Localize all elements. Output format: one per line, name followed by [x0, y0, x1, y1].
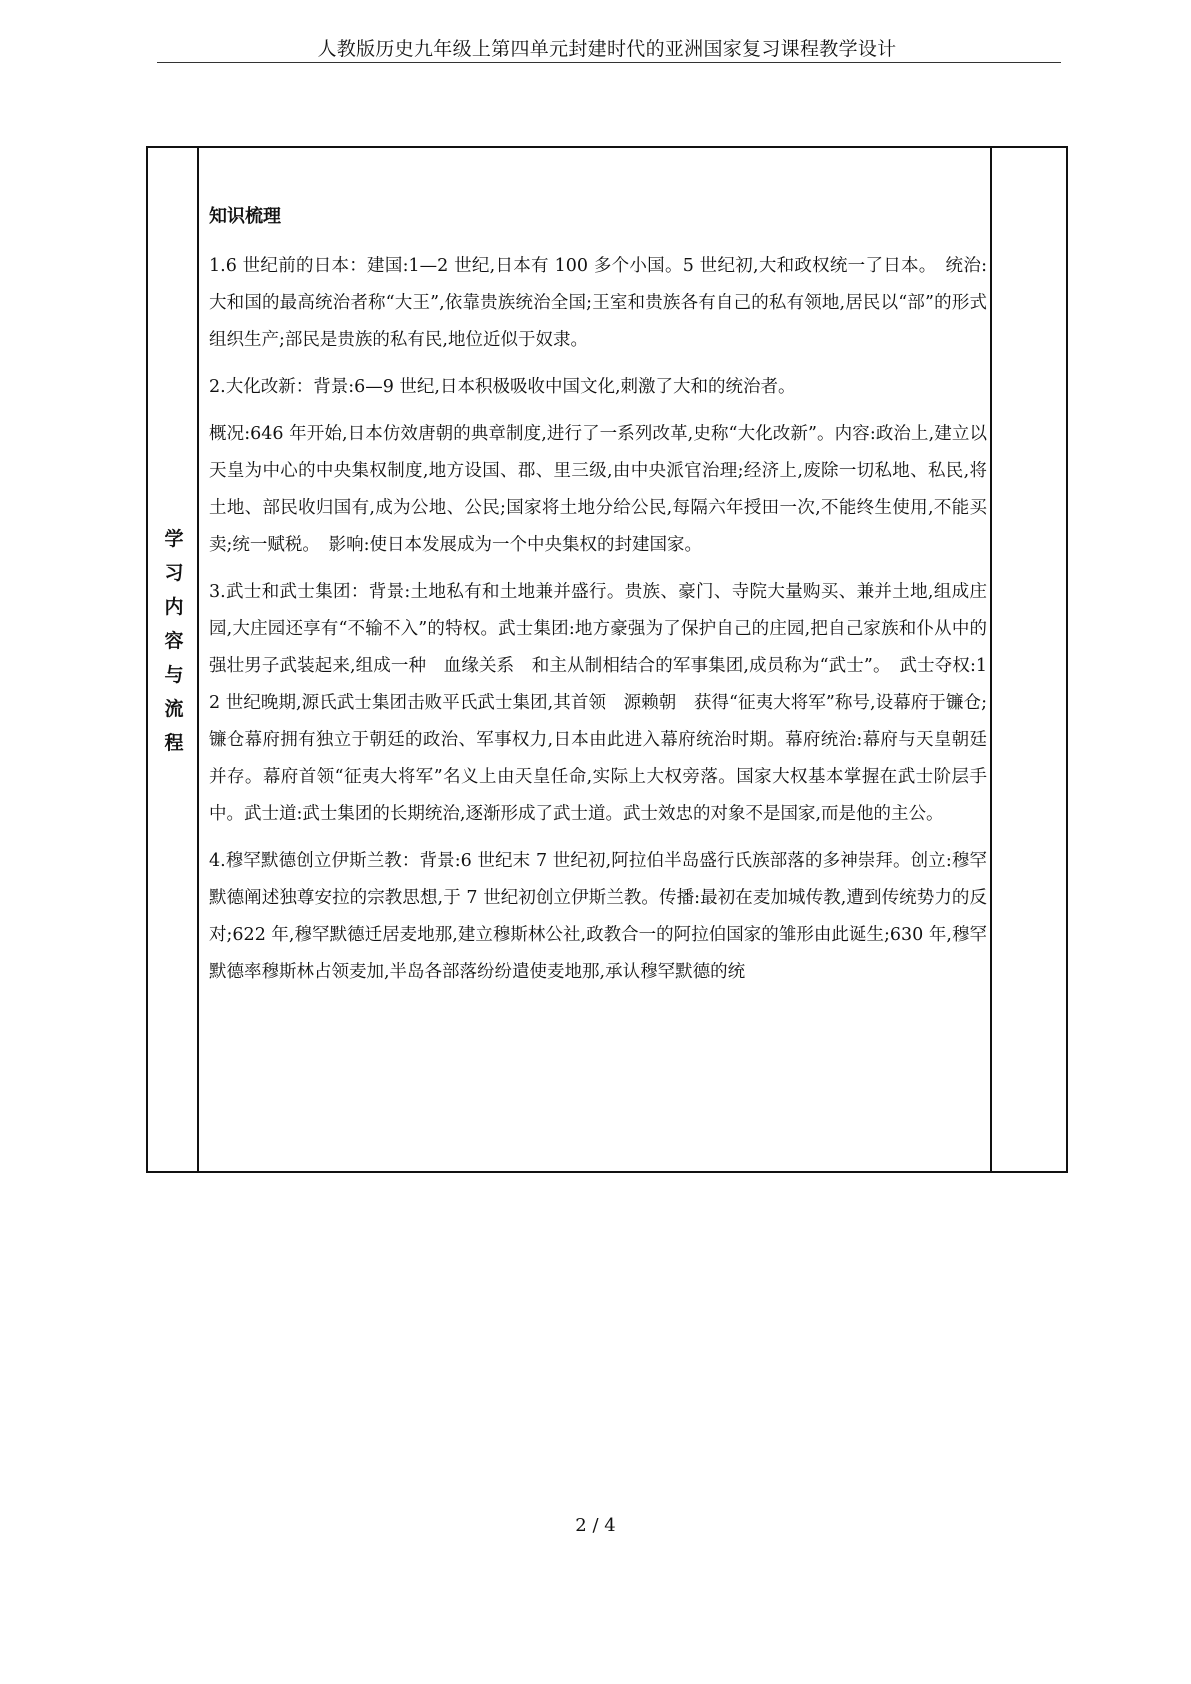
- lesson-content-table: [146, 146, 1068, 1173]
- main-content-cell: [209, 148, 987, 1001]
- header-divider: [157, 62, 1061, 63]
- paragraph-taika-reform-background: 2.大化改新：背景:6—9 世纪,日本积极吸收中国文化,刺激了大和的统治者。: [209, 377, 796, 397]
- paragraph-islam-founding: 4.穆罕默德创立伊斯兰教：背景:6 世纪末 7 世纪初,阿拉伯半岛盛行氏族部落的多神崇拜。创立:穆罕默德阐述独尊安拉的宗教思想,于 7 世纪初创立伊斯兰教。传播:最初在麦加城传教,遭到传统势力的反对;622 年,穆罕默德迁居麦地那,建立穆斯林公社,政教合一的阿拉伯国家的雏形由此诞生;630 年,穆罕默德率穆斯林占领麦加,半岛各部落纷纷遣使麦地那,承认穆罕默德的统: [209, 851, 987, 982]
- side-label-char: 习: [164, 562, 184, 584]
- paragraph-japan-before-6th-century: 1.6 世纪前的日本：建国:1—2 世纪,日本有 100 多个小国。5 世纪初,大和政权统一了日本。 统治:大和国的最高统治者称“大王”,依靠贵族统治全国;王室和贵族各有自己的私有领地,居民以“部”的形式组织生产;部民是贵族的私有民,地位近似于奴隶。: [209, 256, 987, 350]
- side-label-char: 与: [164, 664, 184, 686]
- side-label-char: 内: [164, 596, 184, 618]
- side-label-char: 容: [164, 630, 184, 652]
- section-title: 知识梳理: [209, 206, 281, 227]
- paragraph-taika-reform-overview: 概况:646 年开始,日本仿效唐朝的典章制度,进行了一系列改革,史称“大化改新”。内容:政治上,建立以天皇为中心的中央集权制度,地方设国、郡、里三级,由中央派官治理;经济上,废除一切私地、私民,将土地、部民收归国有,成为公地、公民;国家将土地分给公民,每隔六年授田一次,不能终生使用,不能买卖;统一赋税。 影响:使日本发展成为一个中央集权的封建国家。: [209, 424, 987, 555]
- page-number: 2 / 4: [575, 1515, 616, 1536]
- side-label-char: 流: [164, 698, 184, 720]
- table-column-divider-right: [990, 148, 992, 1171]
- side-label-char: 程: [164, 732, 184, 754]
- side-label-learning-content-and-process: [148, 522, 200, 760]
- page-header-title: 人教版历史九年级上第四单元封建时代的亚洲国家复习课程教学设计: [317, 38, 897, 60]
- side-label-char: 学: [164, 528, 184, 550]
- paragraph-samurai: 3.武士和武士集团：背景:土地私有和土地兼并盛行。贵族、豪门、寺院大量购买、兼并土地,组成庄园,大庄园还享有“不输不入”的特权。武士集团:地方豪强为了保护自己的庄园,把自己家族和仆从中的强壮男子武装起来,组成一种 血缘关系 和主从制相结合的军事集团,成员称为“武士”。 武士夺权:12 世纪晚期,源氏武士集团击败平氏武士集团,其首领 源赖朝 获得“征夷大将军”称号,设幕府于镰仓;镰仓幕府拥有独立于朝廷的政治、军事权力,日本由此进入幕府统治时期。幕府统治:幕府与天皇朝廷并存。幕府首领“征夷大将军”名义上由天皇任命,实际上大权旁落。国家大权基本掌握在武士阶层手中。武士道:武士集团的长期统治,逐渐形成了武士道。武士效忠的对象不是国家,而是他的主公。: [209, 582, 987, 824]
